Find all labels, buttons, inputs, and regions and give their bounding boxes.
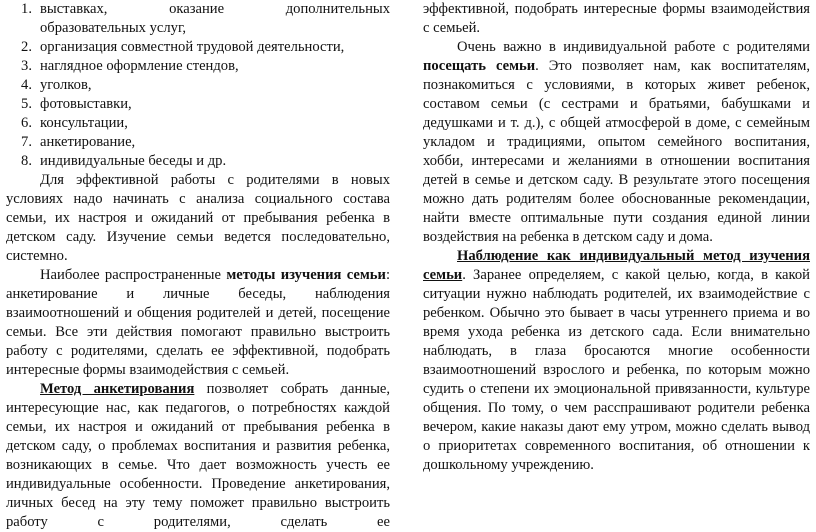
- list-item: [6, 57, 390, 76]
- list-text: анкетирование,: [40, 134, 136, 150]
- left-column: [6, 0, 390, 532]
- list-text: фотовыставки,: [40, 96, 132, 112]
- list-item: [6, 76, 390, 95]
- list-text: консультации,: [40, 115, 128, 131]
- list-item: [6, 0, 390, 19]
- list-text: наглядное оформление стендов,: [40, 58, 239, 74]
- paragraph-questionnaire-method: [6, 380, 390, 532]
- bold-term: посещать семьи: [423, 58, 536, 74]
- paragraph-text: Очень важно в индивидуальной работе с родителями: [457, 39, 810, 55]
- list-number: 5.: [21, 96, 32, 112]
- list-number: 3.: [21, 58, 32, 74]
- paragraph-family-visits: [423, 38, 810, 247]
- list-item: [6, 95, 390, 114]
- forms-list: [6, 0, 390, 171]
- list-item: [6, 38, 390, 57]
- list-text: организация совместной трудовой деятельности,: [40, 39, 345, 55]
- list-text: уголков,: [40, 77, 92, 93]
- list-text: индивидуальные беседы и др.: [40, 153, 227, 169]
- list-number: 4.: [21, 77, 32, 93]
- list-number: 1.: [21, 1, 32, 17]
- bold-underlined-term: Наблюдение как индивидуальный метод изучения семьи: [423, 248, 810, 283]
- list-text: образовательных услуг,: [40, 20, 186, 36]
- list-text: выставках, оказание дополнительных: [40, 1, 390, 17]
- list-item: [6, 114, 390, 133]
- right-column: [423, 0, 810, 475]
- list-number: 7.: [21, 134, 32, 150]
- paragraph-text: Наиболее распространенные: [40, 267, 227, 283]
- list-number: 8.: [21, 153, 32, 169]
- paragraph-family-study: Для эффективной работы с родителями в новых условиях надо начинать с анализа социального состава семьи, их настроя и ожиданий от пребывания ребенка в детском саду. Изучение семьи ведется последовательно, системно.: [6, 172, 390, 264]
- paragraph-observation-method: [423, 247, 810, 475]
- paragraph-text: . Это позволяет нам, как воспитателям, познакомиться с условиями, в которых живет ребенок, составом семьи (с сестрами и братьями, бабушками и дедушками и т. д.), с общей атмосферой в доме, с семейным укладом и традициями, опытом семейного воспитания, хобби, интересами и желаниями в отношении воспитания детей в семье и детском саду. В результате этого посещения можно дать родителям более обоснованные рекомендации, найти вместе оптимальные пути создания единой линии воздействия на ребенка в детском саду и дома.: [423, 58, 811, 245]
- paragraph-text: . Заранее определяем, с какой целью, когда, в какой ситуации нужно наблюдать родителей, их взаимодействие с ребенком. Обычно это бывает в часы утреннего приема и во время ухода ребенка из детского сада. Если внимательно наблюдать, в глаза бросаются многие особенности взаимоотношений взрослого и ребенка, по которым можно судить о степени их эмоциональной привязанности, культуре общения. По тому, о чем расспрашивают родители ребенка вечером, какие наказы дают ему утром, можно сделать вывод о приоритетах современного воспитания, об отношении к дошкольному учреждению.: [423, 267, 810, 473]
- bold-term: методы изучения семьи: [226, 267, 386, 283]
- list-number: 2.: [21, 39, 32, 55]
- list-item: [6, 133, 390, 152]
- paragraph-continuation: эффективной, подобрать интересные формы взаимодействия с семьей.: [423, 1, 810, 36]
- list-item-continuation: [6, 19, 390, 38]
- paragraph-text: : анкетирование и личные беседы, наблюдения взаимоотношений и общения родителей и детей, посещение семьи. Все эти действия помогают правильно выстроить работу с родителями, сделать ее эффективной, подобрать интересные формы взаимодействия с семьей.: [6, 267, 390, 378]
- paragraph-study-methods: [6, 266, 390, 380]
- paragraph-text: позволяет собрать данные, интересующие нас, как педагогов, о потребностях каждой семьи, их настроя и ожиданий от пребывания ребенка в детском саду, о проблемах воспитания и развития ребенка, возникающих в семье. Что дает возможность учесть ее индивидуальные особенности. Проведение анкетирования, личных бесед на эту тему поможет правильно выстроить работу с родителями, сделать ее: [6, 381, 390, 530]
- bold-underlined-term: Метод анкетирования: [40, 381, 195, 397]
- list-item: [6, 152, 390, 171]
- list-number: 6.: [21, 115, 32, 131]
